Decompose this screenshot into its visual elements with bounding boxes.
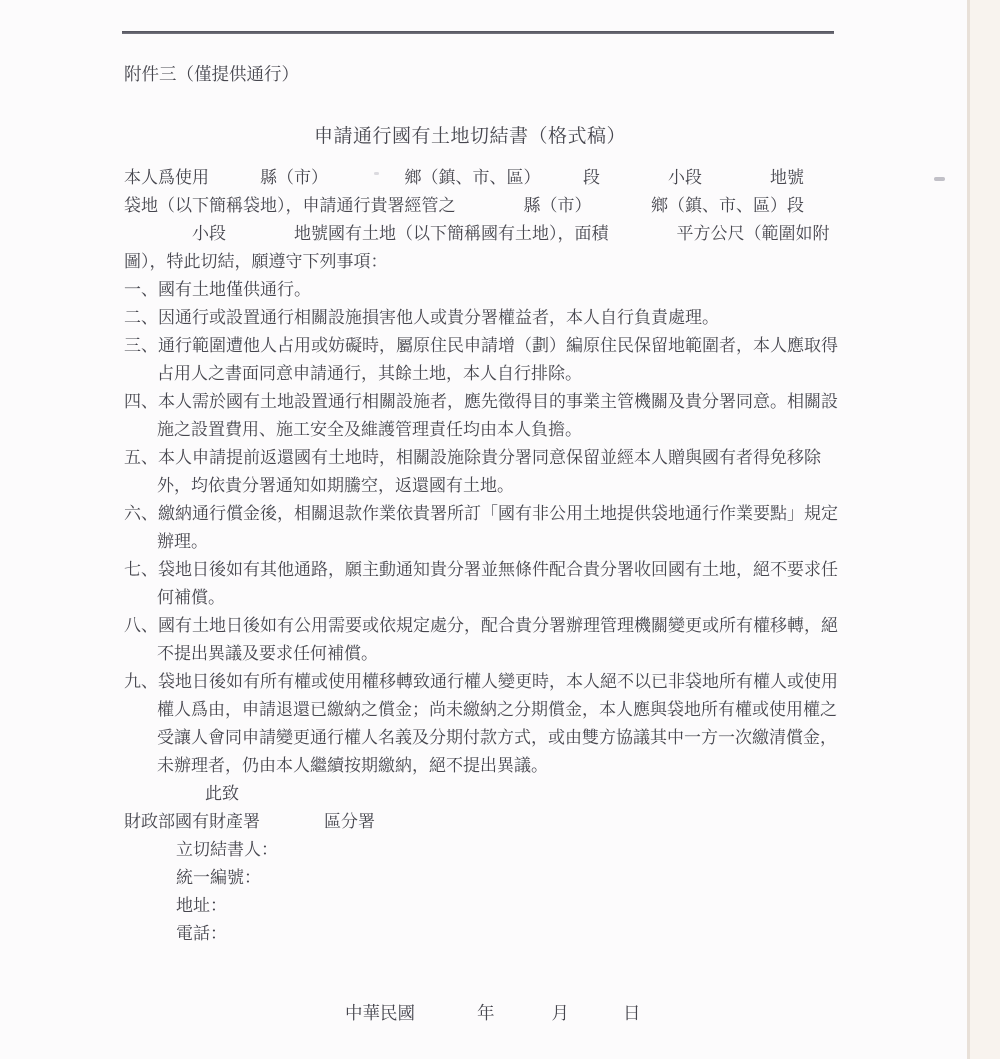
term-5-line-2: 外，均依貴分署通知如期騰空，返還國有土地。 xyxy=(157,476,514,495)
term-3-line-1: 三、通行範圍遭他人占用或妨礙時，屬原住民申請增（劃）編原住民保留地範圍者，本人應取得 xyxy=(124,336,838,355)
term-4-line-1: 四、本人需於國有土地設置通行相關設施者，應先徵得目的事業主管機關及貴分署同意。相關設 xyxy=(124,392,838,411)
date-line xyxy=(345,1001,641,1025)
term-6-line-1: 六、繳納通行償金後，相關退款作業依貴署所訂「國有非公用土地提供袋地通行作業要點」規定 xyxy=(124,504,838,523)
intro-line-1: 本人爲使用 縣（市） 鄉（鎮、市、區） 段 小段 地號 xyxy=(124,168,804,187)
term-8-line-1: 八、國有土地日後如有公用需要或依規定處分，配合貴分署辦理管理機關變更或所有權移轉，絕 xyxy=(124,616,838,635)
signature-field-3: 地址： xyxy=(176,896,227,915)
header-rule xyxy=(122,31,834,34)
term-5-line-1: 五、本人申請提前返還國有土地時，相關設施除貴分署同意保留並經本人贈與國有者得免移除 xyxy=(124,448,821,467)
term-3-line-2: 占用人之書面同意申請通行，其餘土地，本人自行排除。 xyxy=(157,364,582,383)
document-title: 申請通行國有土地切結書（格式稿） xyxy=(313,126,626,147)
term-9-line-3: 受讓人會同申請變更通行權人名義及分期付款方式，或由雙方協議其中一方一次繳清償金， xyxy=(157,728,837,747)
attachment-label: 附件三（僅提供通行） xyxy=(124,64,299,84)
signature-field-2: 統一編號： xyxy=(176,868,261,887)
term-9-line-4: 未辦理者，仍由本人繼續按期繳納，絕不提出異議。 xyxy=(157,756,548,775)
term-9-line-2: 權人爲由，申請退還已繳納之償金；尚未繳納之分期償金，本人應與袋地所有權或使用權之 xyxy=(157,700,837,719)
intro-line-2: 袋地（以下簡稱袋地），申請通行貴署經管之 縣（市） 鄉（鎮、市、區）段 xyxy=(124,196,804,215)
page-edge-band xyxy=(970,0,1000,1059)
term-7-line-1: 七、袋地日後如有其他通路，願主動通知貴分署並無條件配合貴分署收回國有土地，絕不要求任 xyxy=(124,560,838,579)
closing-agency-line xyxy=(124,808,884,836)
scan-speck xyxy=(934,177,945,181)
closing-salutation: 此致 xyxy=(205,784,239,803)
term-7-line-2: 何補償。 xyxy=(157,588,225,607)
month-label: 月 xyxy=(551,1003,569,1023)
agency-name: 財政部國有財產署 xyxy=(124,812,260,831)
term-2-line-1: 二、因通行或設置通行相關設施損害他人或貴分署權益者，本人自行負責處理。 xyxy=(124,308,719,327)
scan-speck xyxy=(374,172,379,175)
term-6-line-2: 辦理。 xyxy=(157,532,208,551)
term-8-line-2: 不提出異議及要求任何補償。 xyxy=(157,644,378,663)
era-label: 中華民國 xyxy=(345,1003,415,1023)
day-label: 日 xyxy=(623,1003,641,1023)
document-body xyxy=(124,164,884,948)
signature-field-4: 電話： xyxy=(176,924,227,943)
intro-line-3: 小段 地號國有土地（以下簡稱國有土地），面積 平方公尺（範圍如附 xyxy=(124,224,830,243)
term-4-line-2: 施之設置費用、施工安全及維護管理責任均由本人負擔。 xyxy=(157,420,582,439)
term-1-line-1: 一、國有土地僅供通行。 xyxy=(124,280,311,299)
branch-designation: 區分署 xyxy=(324,812,375,831)
year-label: 年 xyxy=(477,1003,495,1023)
signature-field-1: 立切結書人： xyxy=(176,840,278,859)
term-9-line-1: 九、袋地日後如有所有權或使用權移轉致通行權人變更時，本人絕不以已非袋地所有權人或使用 xyxy=(124,672,838,691)
intro-line-4: 圖），特此切結，願遵守下列事項： xyxy=(124,252,388,271)
